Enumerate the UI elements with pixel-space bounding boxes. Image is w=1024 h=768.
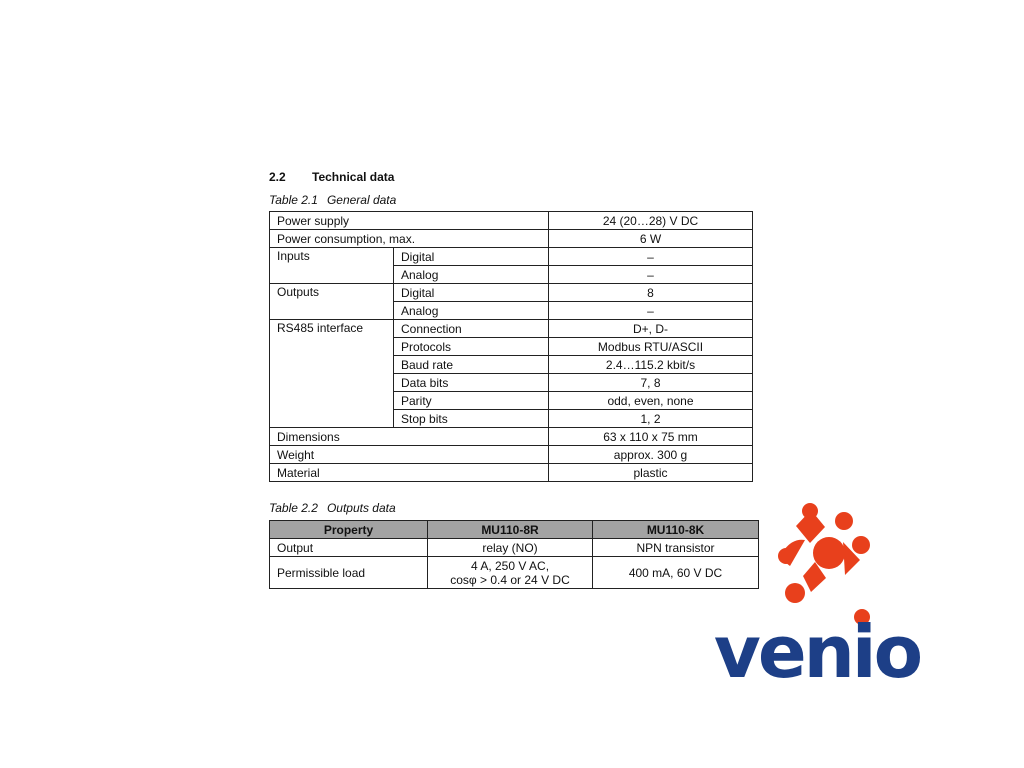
output-k-value: NPN transistor [593,539,759,557]
table-row [270,284,753,302]
outputs-analog-label: Analog [394,302,549,320]
rs485-stop-bits-value: 1, 2 [549,410,753,428]
power-supply-value: 24 (20…28) V DC [549,212,753,230]
dimensions-label: Dimensions [270,428,549,446]
document [269,168,769,589]
outputs-label: Outputs [270,284,394,320]
table2-caption-number: Table 2.2 [269,500,318,515]
table-row [270,557,759,589]
load-k-value: 400 mA, 60 V DC [593,557,759,589]
inputs-analog-value: – [549,266,753,284]
general-data-table [269,211,753,482]
material-label: Material [270,464,549,482]
outputs-digital-value: 8 [549,284,753,302]
header-mu110-8r: MU110-8R [428,521,593,539]
table-row [270,230,753,248]
output-label: Output [270,539,428,557]
table-row [270,212,753,230]
rs485-protocols-value: Modbus RTU/ASCII [549,338,753,356]
table1-caption [269,192,769,207]
power-consumption-value: 6 W [549,230,753,248]
weight-label: Weight [270,446,549,464]
table1-caption-number: Table 2.1 [269,192,318,207]
section-heading [269,168,769,186]
dimensions-value: 63 x 110 x 75 mm [549,428,753,446]
rs485-connection-value: D+, D- [549,320,753,338]
logo-wordmark: venio [713,610,921,690]
material-value: plastic [549,464,753,482]
rs485-protocols-label: Protocols [394,338,549,356]
load-r-value [428,557,593,589]
rs485-label: RS485 interface [270,320,394,428]
rs485-stop-bits-label: Stop bits [394,410,549,428]
table-row [270,320,753,338]
table2-caption-title: Outputs data [326,500,396,515]
section-title: Technical data [312,170,395,184]
table-row [270,446,753,464]
logo-mark [778,503,870,625]
output-r-value: relay (NO) [428,539,593,557]
load-r-line2: cosφ > 0.4 or 24 V DC [450,572,570,587]
load-r-line1: 4 A, 250 V AC, [470,558,550,573]
inputs-label: Inputs [270,248,394,284]
load-label: Permissible load [270,557,428,589]
power-consumption-label: Power consumption, max. [270,230,549,248]
venio-logo [705,500,930,690]
table1-caption-title: General data [326,192,397,207]
section-number: 2.2 [269,170,286,184]
rs485-parity-value: odd, even, none [549,392,753,410]
outputs-analog-value: – [549,302,753,320]
weight-value: approx. 300 g [549,446,753,464]
header-mu110-8k: MU110-8K [593,521,759,539]
table-row [270,428,753,446]
outputs-digital-label: Digital [394,284,549,302]
inputs-digital-value: – [549,248,753,266]
table-row [270,464,753,482]
rs485-parity-label: Parity [394,392,549,410]
inputs-digital-label: Digital [394,248,549,266]
header-property: Property [270,521,428,539]
rs485-baud-rate-value: 2.4…115.2 kbit/s [549,356,753,374]
inputs-analog-label: Analog [394,266,549,284]
table-header-row [270,521,759,539]
rs485-connection-label: Connection [394,320,549,338]
rs485-data-bits-value: 7, 8 [549,374,753,392]
rs485-data-bits-label: Data bits [394,374,549,392]
table2-caption [269,500,769,515]
power-supply-label: Power supply [270,212,549,230]
table-row [270,539,759,557]
rs485-baud-rate-label: Baud rate [394,356,549,374]
outputs-data-table [269,520,759,589]
table-row [270,248,753,266]
